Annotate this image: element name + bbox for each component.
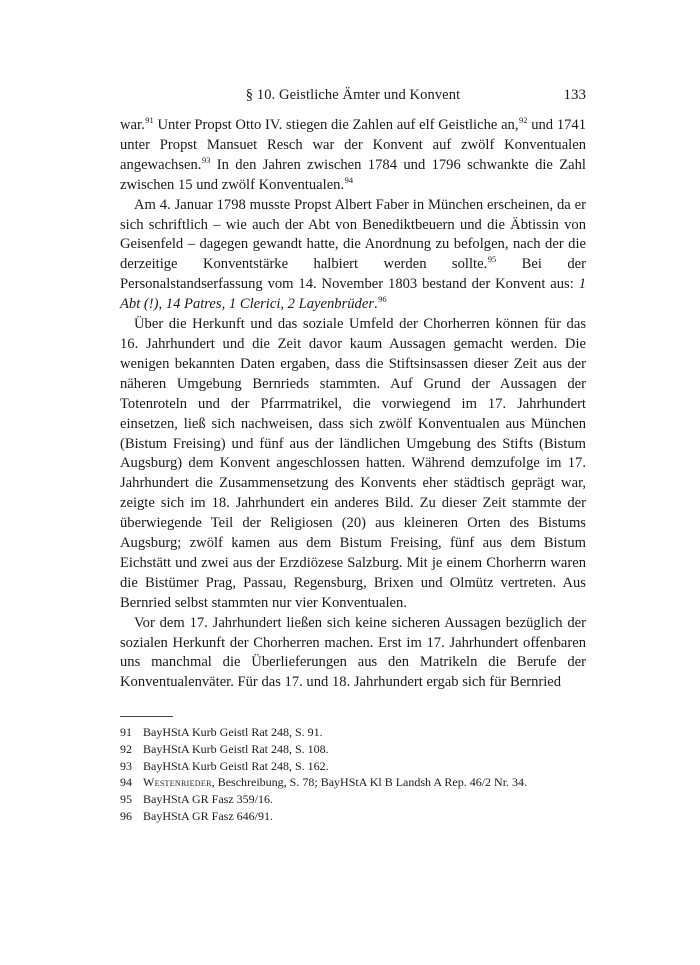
footnote-number: 92 — [120, 741, 132, 756]
footnote-95 — [120, 791, 586, 808]
footnote-number: 95 — [120, 792, 132, 807]
footnote-96 — [120, 808, 586, 825]
paragraph-1: war.$^{91}$ Unter Propst Otto IV. stiegen die Zahlen auf elf Geistliche an,$^{92}$ und 1741 unter Propst Mansuet Resch war der Konvent auf zwölf Konventualen angewachsen.$^{93}$ In den Jahren zwischen 1784 und 1796 schwankte die Zahl zwischen 15 und zwölf Konventualen.$^{94}$ — [120, 115, 586, 193]
body-text — [120, 116, 586, 693]
footnote-94 — [120, 774, 586, 791]
footnote-92 — [120, 741, 586, 758]
footnote-number: 94 — [120, 775, 132, 790]
footnote-ref-96: 96 — [378, 294, 387, 305]
footnote-number: 91 — [120, 725, 132, 739]
footnote-text: BayHStA GR Fasz 359/16. — [143, 792, 274, 807]
footnote-number: 96 — [120, 808, 132, 823]
page-number: 133 — [563, 87, 586, 103]
paragraph-3: Über die Herkunft und das soziale Umfeld der Chorherren können für das 16. Jahrhundert und die Zeit davor kaum Aussagen gemacht werden. Die wenigen bekannten Daten ergaben, dass die Stiftsinsassen dieser Zeit aus der näheren Umgebung Bernrieds stammten. Auf Grund der Aussagen der Totenroteln und der Pfarrmatrikel, die vorwiegend im 17. Jahrhundert einsetzen, ließ sich nachweisen, dass sich zwölf Konventualen aus München (Bistum Freising) und fünf aus der ländlichen Umgebung des Stifts (Bistum Augsburg) dem Konvent angeschlossen hatten. Während demzufolge im 17. Jahrhundert die Zusammensetzung des Konvents eher städtisch geprägt war, zeigte sich im 18. Jahrhundert ein anderes Bild. Zu dieser Zeit stammte der überwiegende Teil der Religiosen (20) aus kleineren Orten des Bistums Augsburg; zwölf kamen aus dem Bistum Freising, fünf aus dem Bistum Eichstätt und zwei aus der Erzdiözese Salzburg. Mit je einem Chorherrn waren die Bistümer Prag, Passau, Regensburg, Brixen und Olmütz vertreten. Aus Bernried selbst stammten nur vier Konventualen. — [120, 316, 586, 611]
footnote-ref-94: 94 — [344, 174, 354, 185]
footnote-text: Westenrieder, Beschreibung, S. 78; BayHStA Kl B Landsh A Rep. 46/2 Nr. 34. — [143, 775, 528, 790]
paragraph-2: Am 4. Januar 1798 musste Propst Albert Faber in München erscheinen, da er sich schriftlich – wie auch der Abt von Benediktbeuern und die Äbtissin von Geisenfeld – dagegen gewandt hatte, die Anordnung zu befolgen, nach der die derzeitige Konventstärke halbiert werden sollte.$^{95}$ Bei der Personalstandserfassung vom 14. November 1803 bestand der Konvent aus: 1 Abt (!), 14 Patres, 1 Clerici, 2 Layenbrüder.$^{96}$ — [120, 196, 586, 313]
running-title: § 10. Geistliche Ämter und Konvent — [245, 87, 461, 103]
footnotes — [120, 724, 586, 825]
footnote-ref-93: 93 — [201, 154, 211, 165]
footnote-91 — [120, 724, 586, 741]
running-head — [120, 84, 586, 106]
footnote-ref-91: 91 — [145, 115, 154, 125]
paragraph-4: Vor dem 17. Jahrhundert ließen sich keine sicheren Aussagen bezüglich der sozialen Herkunft der Chorherren machen. Erst im 17. Jahrhundert offenbaren uns manchmal die Überlieferungen aus den Matrikeln die Berufe der Konventualenväter. Für das 17. und 18. Jahrhundert ergab sich für Bernried — [120, 614, 586, 691]
footnote-text: BayHStA Kurb Geistl Rat 248, S. 91. — [143, 725, 323, 739]
footnote-text: BayHStA Kurb Geistl Rat 248, S. 162. — [143, 758, 329, 773]
footnote-text: BayHStA GR Fasz 646/91. — [143, 808, 274, 823]
footnote-number: 93 — [120, 758, 132, 773]
footnote-author: Westenrieder — [143, 775, 212, 790]
footnote-ref-92: 92 — [519, 115, 528, 125]
quoted-personnel-list: 1 Abt (!), 14 Patres, 1 Clerici, 2 Layenbrüder — [120, 276, 586, 313]
footnote-separator — [120, 716, 173, 717]
footnote-ref-95: 95 — [487, 254, 497, 265]
footnote-93 — [120, 758, 586, 775]
footnote-text: BayHStA Kurb Geistl Rat 248, S. 108. — [143, 741, 329, 756]
